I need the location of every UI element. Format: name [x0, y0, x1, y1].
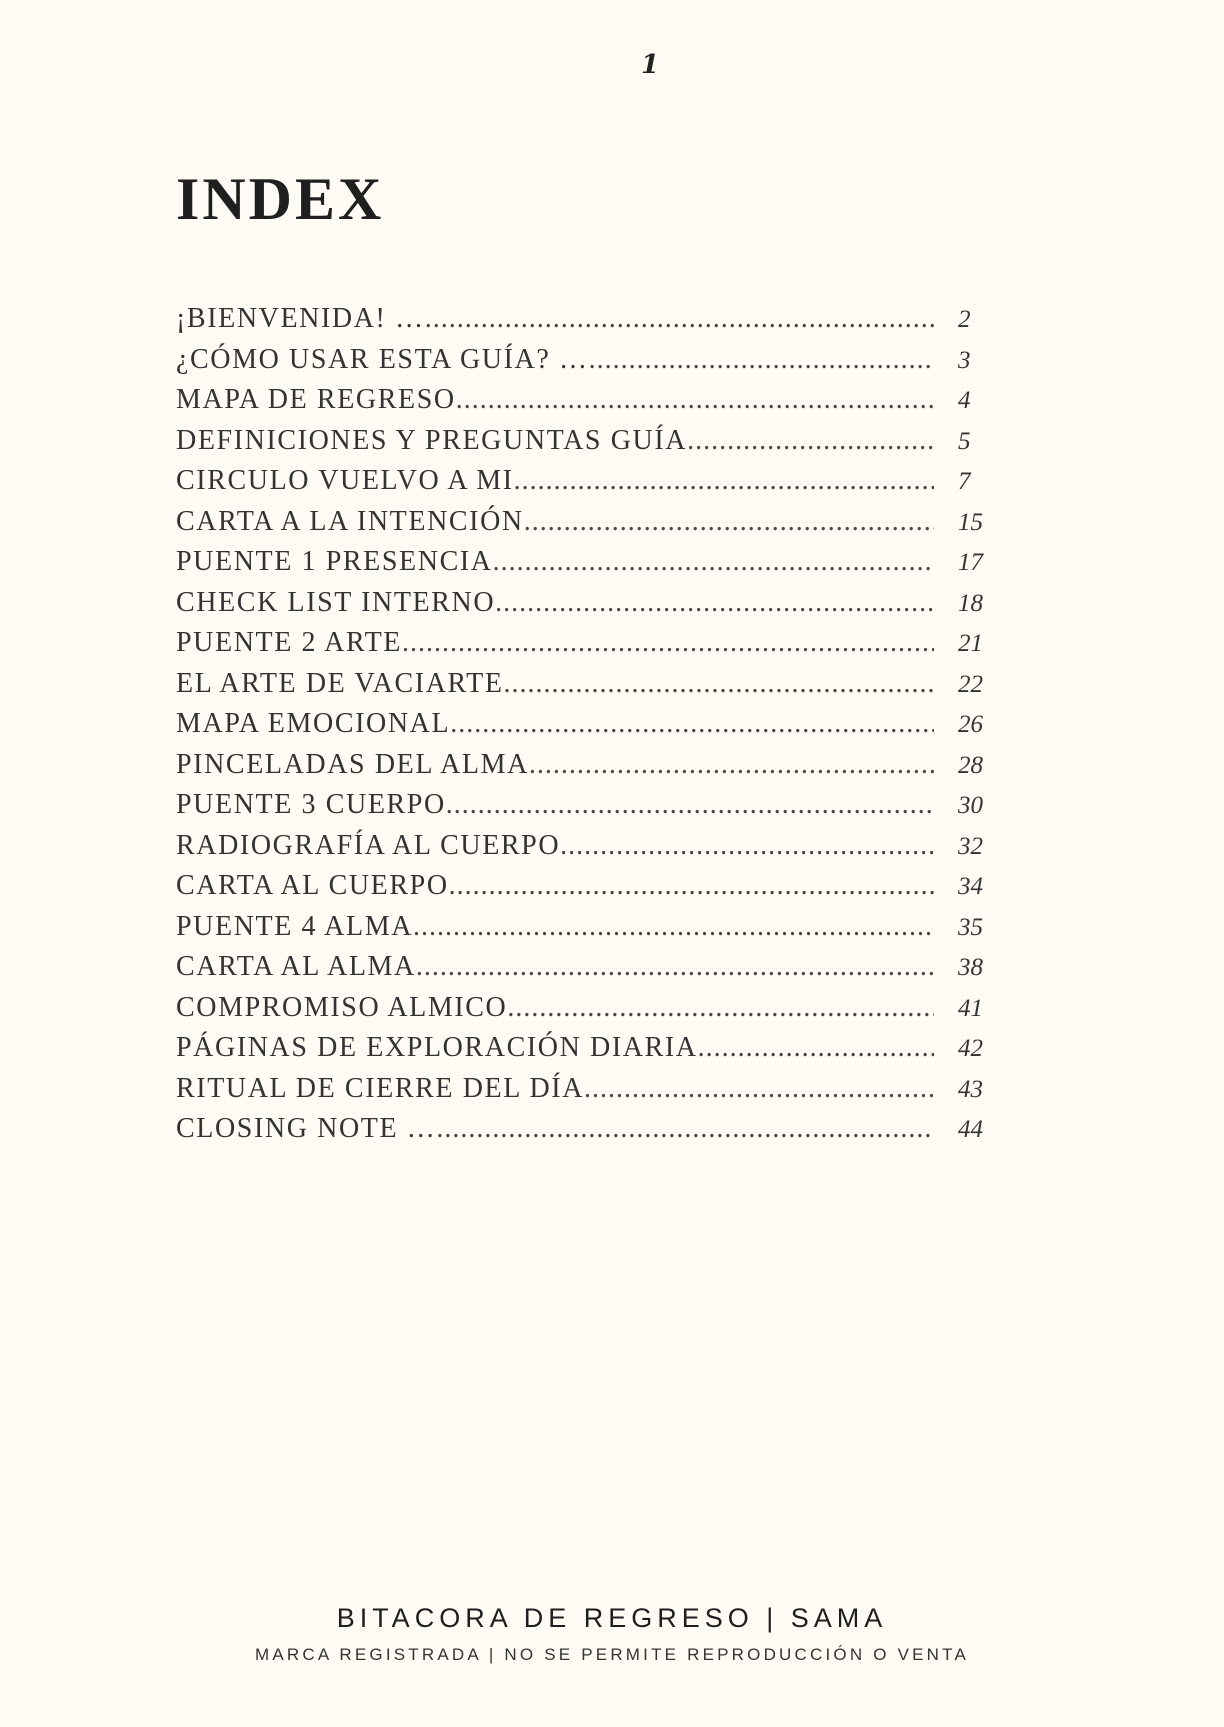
table-of-contents	[176, 303, 1006, 1154]
toc-item-label: COMPROMISO ALMICO	[176, 991, 508, 1023]
toc-item-label: CARTA AL ALMA	[176, 951, 416, 982]
toc-leader-dots	[493, 546, 934, 578]
toc-item-page: 26	[958, 711, 983, 738]
toc-item[interactable]	[176, 627, 1006, 668]
toc-leader-dots	[495, 587, 934, 619]
toc-item-page: 15	[958, 508, 983, 536]
toc-leader-dots	[589, 344, 934, 376]
toc-item-label: PUENTE 2 ARTE	[176, 627, 403, 658]
toc-item-page: 18	[958, 589, 983, 617]
toc-item-page: 44	[958, 1116, 983, 1143]
toc-item-label: PÁGINAS DE EXPLORACIÓN DIARIA	[176, 1032, 698, 1063]
toc-item[interactable]	[176, 789, 1006, 830]
toc-leader-dots	[584, 1073, 934, 1105]
toc-item-page: 41	[958, 994, 983, 1022]
toc-item[interactable]	[176, 303, 1006, 344]
toc-leader-dots	[416, 951, 934, 983]
toc-item-label: PUENTE 4 ALMA	[176, 910, 414, 942]
toc-item[interactable]	[176, 1113, 1006, 1154]
toc-item-page: 35	[958, 913, 983, 941]
toc-leader-dots	[529, 749, 934, 781]
footer-title: BITACORA DE REGRESO | SAMA	[336, 1603, 888, 1633]
toc-item-page: 17	[958, 549, 983, 576]
toc-item-page: 38	[958, 954, 983, 981]
toc-item-page: 42	[958, 1035, 983, 1062]
toc-item[interactable]	[176, 1032, 1006, 1073]
toc-item[interactable]	[176, 1073, 1006, 1114]
toc-item[interactable]	[176, 911, 1006, 952]
toc-item-page: 2	[958, 306, 971, 333]
toc-item[interactable]	[176, 587, 1006, 628]
toc-item-page: 7	[958, 468, 971, 495]
toc-leader-dots	[687, 425, 934, 457]
toc-item-page: 5	[958, 427, 971, 455]
toc-leader-dots	[514, 465, 934, 497]
toc-item-page: 43	[958, 1075, 983, 1103]
toc-item[interactable]	[176, 344, 1006, 385]
toc-item-page: 3	[958, 346, 971, 374]
toc-item-page: 32	[958, 832, 983, 860]
toc-item-page: 28	[958, 751, 983, 779]
toc-leader-dots	[456, 384, 934, 416]
toc-item-label: MAPA DE REGRESO	[176, 384, 456, 415]
toc-leader-dots	[436, 1113, 934, 1145]
toc-item-page: 4	[958, 387, 971, 414]
toc-item[interactable]	[176, 668, 1006, 709]
toc-item-label: ¡BIENVENIDA! …	[176, 303, 425, 334]
toc-item-label: ¿CÓMO USAR ESTA GUÍA? …	[176, 343, 589, 375]
toc-item-label: CARTA A LA INTENCIÓN	[176, 505, 524, 537]
toc-leader-dots	[446, 789, 934, 821]
toc-leader-dots	[507, 992, 934, 1024]
toc-leader-dots	[524, 506, 934, 538]
toc-leader-dots	[504, 668, 934, 700]
toc-item-label: PINCELADAS DEL ALMA	[176, 748, 529, 780]
toc-leader-dots	[413, 911, 934, 943]
toc-item[interactable]	[176, 749, 1006, 790]
toc-leader-dots	[425, 303, 934, 335]
toc-item[interactable]	[176, 870, 1006, 911]
page-title: INDEX	[176, 166, 385, 232]
toc-item[interactable]	[176, 951, 1006, 992]
toc-item[interactable]	[176, 425, 1006, 466]
toc-item-label: PUENTE 3 CUERPO	[176, 789, 446, 820]
toc-leader-dots	[402, 627, 934, 659]
toc-item-label: RADIOGRAFÍA AL CUERPO	[176, 829, 561, 861]
toc-item-label: EL ARTE DE VACIARTE	[176, 667, 504, 699]
toc-item-label: MAPA EMOCIONAL	[176, 708, 451, 739]
toc-item[interactable]	[176, 546, 1006, 587]
toc-item-page: 22	[958, 670, 983, 698]
toc-item[interactable]	[176, 384, 1006, 425]
toc-item-label: CLOSING NOTE …	[176, 1113, 437, 1144]
toc-item-label: CHECK LIST INTERNO	[176, 586, 496, 618]
toc-item-label: CARTA AL CUERPO	[176, 870, 449, 901]
page-number: 1	[640, 50, 660, 80]
toc-item-page: 21	[958, 630, 983, 657]
toc-item[interactable]	[176, 992, 1006, 1033]
toc-item[interactable]	[176, 465, 1006, 506]
footer-note: MARCA REGISTRADA | NO SE PERMITE REPRODUCCIÓN O VENTA	[255, 1645, 969, 1664]
toc-item[interactable]	[176, 506, 1006, 547]
toc-item-label: RITUAL DE CIERRE DEL DÍA	[176, 1072, 585, 1104]
toc-leader-dots	[449, 870, 934, 902]
toc-item-label: PUENTE 1 PRESENCIA	[176, 546, 493, 577]
toc-item-label: DEFINICIONES Y PREGUNTAS GUÍA	[176, 424, 688, 456]
toc-leader-dots	[560, 830, 934, 862]
toc-item-page: 30	[958, 792, 983, 819]
toc-leader-dots	[698, 1032, 934, 1064]
toc-item[interactable]	[176, 830, 1006, 871]
toc-leader-dots	[450, 708, 934, 740]
toc-item-page: 34	[958, 873, 983, 900]
toc-item[interactable]	[176, 708, 1006, 749]
toc-item-label: CIRCULO VUELVO A MI	[176, 465, 514, 496]
